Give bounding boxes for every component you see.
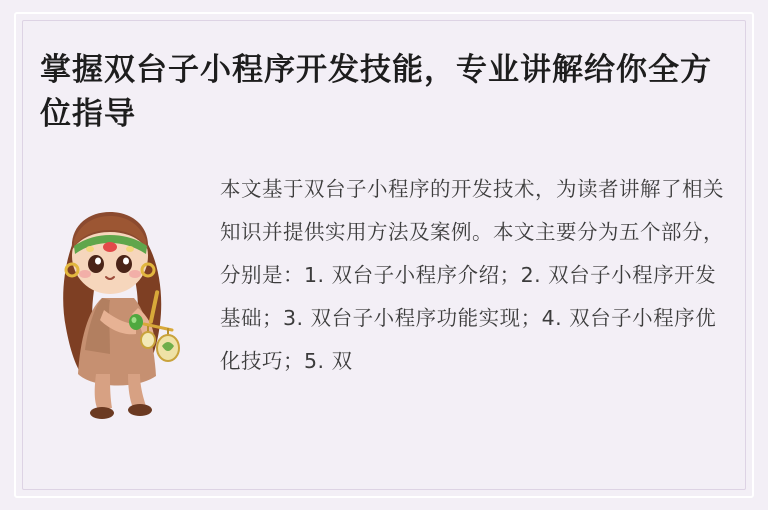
- chibi-girl-with-lantern-icon: [40, 178, 208, 428]
- content-area: [40, 166, 734, 476]
- page-title: 掌握双台子小程序开发技能，专业讲解给你全方位指导: [40, 52, 712, 132]
- body-paragraph: 本文基于双台子小程序的开发技术，为读者讲解了相关知识并提供实用方法及案例。本文主要分为五个部分，分别是：1. 双台子小程序介绍；2. 双台子小程序开发基础；3. 双台子小程序功能实现；4. 双台子小程序优化技巧；5. 双: [220, 177, 724, 373]
